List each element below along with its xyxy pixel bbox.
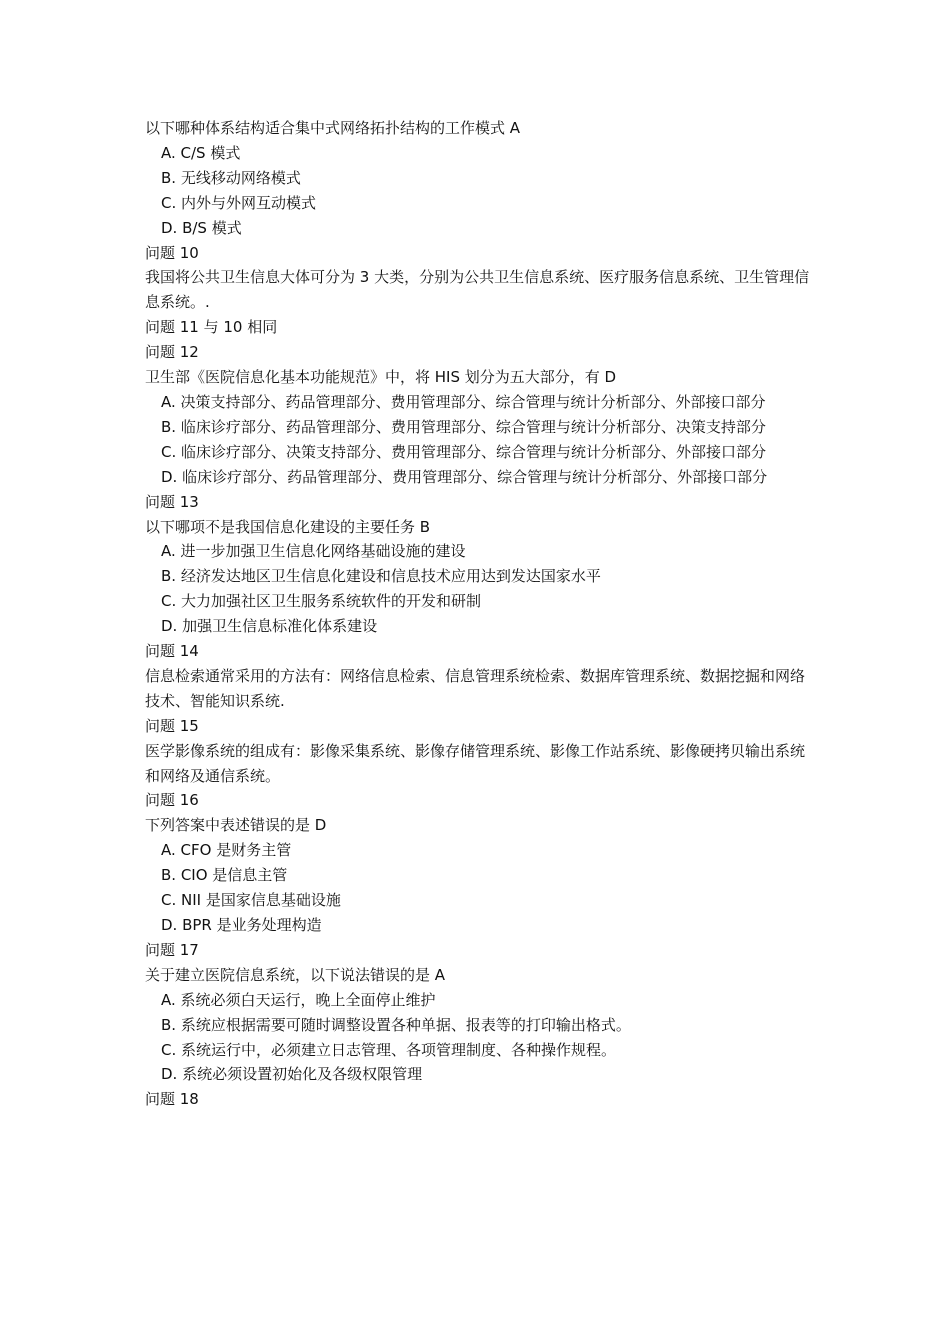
text-line: 问题 14 [145, 642, 199, 661]
answer-option: C. 系统运行中，必须建立日志管理、各项管理制度、各种操作规程。 [161, 1040, 617, 1059]
text-line: 问题 13 [145, 492, 199, 511]
text-line: 问题 12 [145, 343, 199, 362]
text-line: 信息检索通常采用的方法有：网络信息检索、信息管理系统检索、数据库管理系统、数据挖掘和网络技术、智能知识系统. [145, 666, 806, 710]
text-line: 问题 10 [145, 243, 199, 262]
text-line: 关于建立医院信息系统，以下说法错误的是 A [145, 965, 446, 984]
answer-option: D. BPR 是业务处理构造 [161, 916, 322, 934]
text-line: 问题 17 [145, 940, 199, 959]
answer-option: A. 系统必须白天运行，晚上全面停止维护 [161, 990, 436, 1009]
text-line: 问题 11 与 10 相同 [145, 318, 278, 337]
answer-option: A. CFO 是财务主管 [161, 841, 292, 860]
answer-option: A. C/S 模式 [161, 143, 241, 162]
text-line: 下列答案中表述错误的是 D [145, 816, 327, 835]
answer-option: C. NII 是国家信息基础设施 [161, 891, 341, 910]
answer-option: B. CIO 是信息主管 [161, 866, 288, 885]
answer-option: A. 决策支持部分、药品管理部分、费用管理部分、综合管理与统计分析部分、外部接口部分 [161, 392, 766, 411]
answer-option: D. 系统必须设置初始化及各级权限管理 [161, 1065, 423, 1084]
answer-option: A. 进一步加强卫生信息化网络基础设施的建设 [161, 542, 466, 561]
text-line: 以下哪项不是我国信息化建设的主要任务 B [145, 517, 431, 536]
answer-option: B. 临床诊疗部分、药品管理部分、费用管理部分、综合管理与统计分析部分、决策支持部分 [161, 417, 766, 436]
answer-option: B. 无线移动网络模式 [161, 168, 301, 187]
text-line: 我国将公共卫生信息大体可分为 3 大类，分别为公共卫生信息系统、医疗服务信息系统、卫生管理信息系统。. [145, 268, 810, 312]
text-line: 问题 18 [145, 1090, 199, 1109]
answer-option: C. 内外与外网互动模式 [161, 193, 317, 212]
answer-option: D. B/S 模式 [161, 218, 242, 237]
answer-option: C. 临床诊疗部分、决策支持部分、费用管理部分、综合管理与统计分析部分、外部接口部分 [161, 442, 767, 461]
text-line: 卫生部《医院信息化基本功能规范》中，将 HIS 划分为五大部分，有 D [145, 368, 617, 387]
text-line: 以下哪种体系结构适合集中式网络拓扑结构的工作模式 A [145, 119, 521, 137]
answer-option: B. 系统应根据需要可随时调整设置各种单据、报表等的打印输出格式。 [161, 1015, 631, 1034]
answer-option: B. 经济发达地区卫生信息化建设和信息技术应用达到发达国家水平 [161, 567, 601, 586]
answer-option: D. 临床诊疗部分、药品管理部分、费用管理部分、综合管理与统计分析部分、外部接口部分 [161, 467, 768, 486]
text-line: 问题 15 [145, 716, 199, 735]
answer-option: C. 大力加强社区卫生服务系统软件的开发和研制 [161, 592, 482, 611]
answer-option: D. 加强卫生信息标准化体系建设 [161, 617, 378, 636]
document-body [145, 116, 815, 1112]
text-line: 问题 16 [145, 791, 199, 810]
text-line: 医学影像系统的组成有：影像采集系统、影像存储管理系统、影像工作站系统、影像硬拷贝输出系统和网络及通信系统。 [145, 741, 806, 785]
